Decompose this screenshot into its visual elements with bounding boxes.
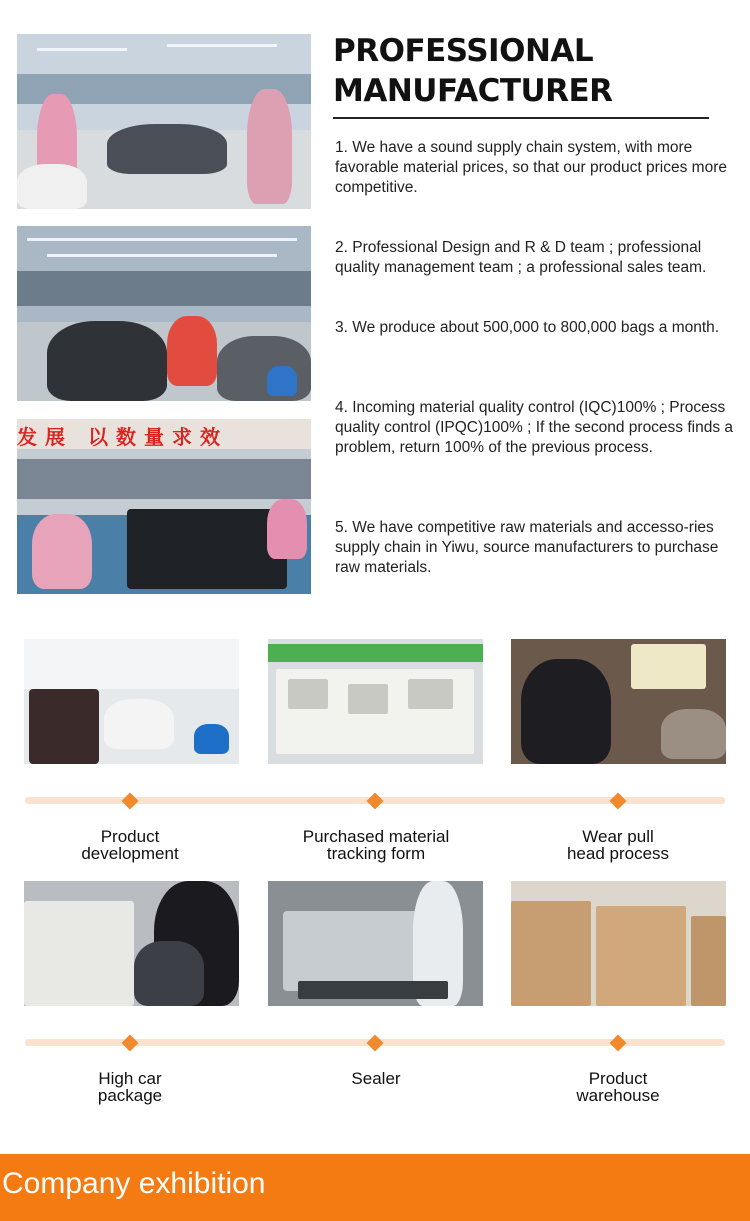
point-text: We produce about 500,000 to 800,000 bags a month.	[352, 319, 720, 336]
factory-photo-2	[17, 226, 311, 401]
point-5	[335, 518, 735, 578]
footer-title: Company exhibition	[2, 1167, 266, 1200]
point-2	[335, 238, 735, 278]
caption-line: Wear pull	[582, 827, 654, 846]
factory-photo-3	[17, 419, 311, 594]
caption-tracking-form	[266, 828, 486, 862]
caption-line: Product	[588, 1069, 648, 1088]
caption-product-development	[20, 828, 240, 862]
page-title	[333, 31, 713, 111]
timeline-marker	[367, 793, 384, 810]
timeline-marker	[610, 1035, 627, 1052]
factory-photo-1	[17, 34, 311, 209]
timeline-marker	[122, 793, 139, 810]
caption-line: package	[97, 1086, 163, 1105]
section-footer-banner	[0, 1154, 750, 1221]
caption-high-car-package	[20, 1070, 240, 1104]
page-title-line1: PROFESSIONAL	[333, 33, 594, 69]
caption-line: Purchased material	[302, 827, 450, 846]
process-photo-product-warehouse	[511, 881, 726, 1006]
caption-line: warehouse	[576, 1086, 660, 1105]
process-photo-high-car-package	[24, 881, 239, 1006]
point-number: 4.	[335, 399, 348, 416]
point-number: 1.	[335, 139, 348, 156]
caption-line: Product	[100, 827, 160, 846]
timeline-marker	[367, 1035, 384, 1052]
point-number: 2.	[335, 239, 348, 256]
point-text: Professional Design and R & D team ; professional quality management team ; a professional sales team.	[335, 239, 707, 276]
point-text: We have competitive raw materials and accesso-ries supply chain in Yiwu, source manufacturers to purchase raw materials.	[335, 519, 719, 576]
caption-wear-pull-head	[508, 828, 728, 862]
point-4	[335, 398, 735, 458]
point-text: We have a sound supply chain system, with more favorable material prices, so that our product prices more competitive.	[335, 139, 727, 196]
caption-line: tracking form	[326, 844, 426, 863]
process-photo-product-development	[24, 639, 239, 764]
caption-line: High car	[98, 1069, 162, 1088]
point-number: 3.	[335, 319, 348, 336]
caption-line: development	[81, 844, 179, 863]
point-number: 5.	[335, 519, 348, 536]
caption-line: Sealer	[351, 1069, 401, 1088]
factory-banner-text: 发展 以数量求效	[17, 425, 228, 449]
point-1	[335, 138, 735, 198]
caption-sealer	[266, 1070, 486, 1087]
timeline-marker	[610, 793, 627, 810]
process-photo-sealer	[268, 881, 483, 1006]
point-text: Incoming material quality control (IQC)100% ; Process quality control (IPQC)100% ; If the second process finds a problem, return 100% of the previous process.	[335, 399, 734, 456]
caption-line: head process	[566, 844, 670, 863]
caption-product-warehouse	[508, 1070, 728, 1104]
timeline-marker	[122, 1035, 139, 1052]
point-3	[335, 318, 735, 338]
process-photo-wear-pull-head	[511, 639, 726, 764]
title-divider	[333, 117, 709, 119]
process-photo-tracking-form	[268, 639, 483, 764]
page-title-line2: MANUFACTURER	[333, 73, 613, 109]
